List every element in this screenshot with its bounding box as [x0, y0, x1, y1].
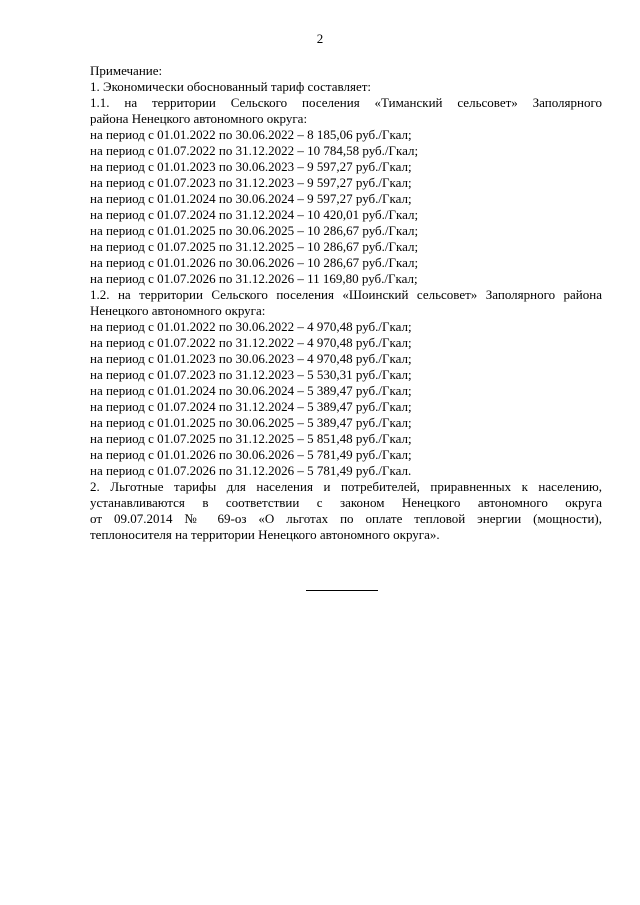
tariff-period-line: на период с 01.01.2022 по 30.06.2022 – 4 970,48 руб./Гкал; [90, 319, 412, 334]
tariff-period-line: на период с 01.07.2025 по 31.12.2025 – 10 286,67 руб./Гкал; [90, 239, 419, 254]
tariff-period-line: на период с 01.01.2022 по 30.06.2022 – 8 185,06 руб./Гкал; [90, 127, 412, 142]
tariff-period-line: на период с 01.01.2025 по 30.06.2025 – 5 389,47 руб./Гкал; [90, 415, 412, 430]
tariff-period-line: на период с 01.07.2022 по 31.12.2022 – 4 970,48 руб./Гкал; [90, 335, 412, 350]
tariff-period-line: на период с 01.07.2024 по 31.12.2024 – 10 420,01 руб./Гкал; [90, 207, 419, 222]
tariff-period-line: на период с 01.07.2023 по 31.12.2023 – 5 530,31 руб./Гкал; [90, 367, 412, 382]
tariff-period-line: на период с 01.07.2023 по 31.12.2023 – 9 597,27 руб./Гкал; [90, 175, 412, 190]
end-separator-line [306, 590, 378, 591]
section-1-1-periods [90, 127, 602, 287]
section-1-2-periods [90, 319, 602, 479]
tariff-period-line: на период с 01.01.2024 по 30.06.2024 – 9 597,27 руб./Гкал; [90, 191, 412, 206]
tariff-period-line: на период с 01.07.2022 по 31.12.2022 – 10 784,58 руб./Гкал; [90, 143, 419, 158]
tariff-period-line: на период с 01.01.2023 по 30.06.2023 – 9 597,27 руб./Гкал; [90, 159, 412, 174]
tariff-period-line: на период с 01.01.2025 по 30.06.2025 – 10 286,67 руб./Гкал; [90, 223, 419, 238]
tariff-period-line: на период с 01.01.2026 по 30.06.2026 – 10 286,67 руб./Гкал; [90, 255, 419, 270]
note-item-1-heading: 1. Экономически обоснованный тариф составляет: [90, 79, 372, 94]
note-item-2-line3: от 09.07.2014 № 69-оз «О льготах по оплате тепловой энергии (мощности), [90, 511, 602, 526]
page-number: 2 [316, 31, 324, 46]
note-title: Примечание: [90, 63, 163, 78]
section-1-1-heading-line1: 1.1. на территории Сельского поселения «Тиманский сельсовет» Заполярного [90, 95, 602, 110]
tariff-period-line: на период с 01.07.2026 по 31.12.2026 – 11 169,80 руб./Гкал; [90, 271, 418, 286]
note-item-2-line4: теплоносителя на территории Ненецкого автономного округа». [90, 527, 440, 542]
section-1-2-heading-line2: Ненецкого автономного округа: [90, 303, 266, 318]
section-1-2-heading-line1: 1.2. на территории Сельского поселения «Шоинский сельсовет» Заполярного района [90, 287, 602, 302]
tariff-period-line: на период с 01.07.2024 по 31.12.2024 – 5 389,47 руб./Гкал; [90, 399, 412, 414]
note-item-2-line2: устанавливаются в соответствии с законом Ненецкого автономного округа [90, 495, 602, 510]
tariff-period-line: на период с 01.07.2025 по 31.12.2025 – 5 851,48 руб./Гкал; [90, 431, 412, 446]
tariff-period-line: на период с 01.07.2026 по 31.12.2026 – 5 781,49 руб./Гкал. [90, 463, 412, 478]
tariff-period-line: на период с 01.01.2024 по 30.06.2024 – 5 389,47 руб./Гкал; [90, 383, 412, 398]
note-item-2-line1: 2. Льготные тарифы для населения и потребителей, приравненных к населению, [90, 479, 602, 494]
note-block [90, 63, 602, 543]
section-1-1-heading-line2: района Ненецкого автономного округа: [90, 111, 308, 126]
tariff-period-line: на период с 01.01.2023 по 30.06.2023 – 4 970,48 руб./Гкал; [90, 351, 412, 366]
tariff-period-line: на период с 01.01.2026 по 30.06.2026 – 5 781,49 руб./Гкал; [90, 447, 412, 462]
